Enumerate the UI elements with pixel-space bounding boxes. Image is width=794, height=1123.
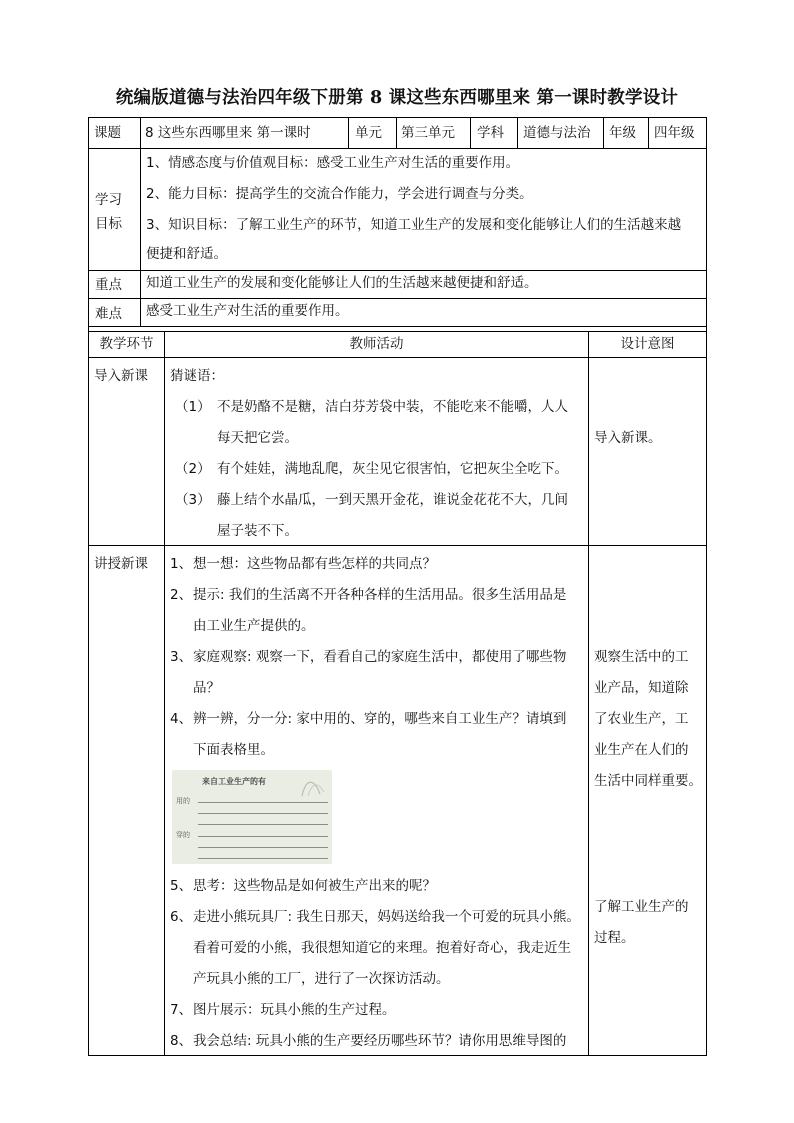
objective-line: 2、能力目标：提高学生的交流合作能力，学会进行调查与分类。: [146, 186, 533, 202]
step-number: 3、: [170, 649, 193, 665]
teaching-intent-line: 了解工业生产的: [594, 899, 689, 915]
intro-intent: 导入新课。: [594, 430, 662, 446]
step-line: 提示: 我们的生活离不开各种各样的生活用品。很多生活用品是: [193, 587, 567, 603]
worksheet-row-label: 穿的: [176, 831, 190, 839]
teaching-intent-line: 了农业生产，工: [594, 711, 689, 727]
header-activity: 教师活动: [349, 336, 404, 352]
step-number: 6、: [170, 909, 193, 925]
document-title: 统编版道德与法治四年级下册第 8 课这些东西哪里来 第一课时教学设计: [115, 88, 679, 108]
course-label: 课题: [94, 125, 121, 141]
step-line: 想一想：这些物品都有些怎样的共同点？: [193, 556, 436, 572]
riddle-number: （3）: [175, 492, 211, 508]
step-line: 辨一辨，分一分: 家中用的、穿的，哪些来自工业生产？请填到: [193, 711, 567, 727]
step-line: 看着可爱的小熊，我很想知道它的来理。抱着好奇心，我走近生: [193, 940, 571, 956]
objective-line: 1、情感态度与价值观目标：感受工业生产对生活的重要作用。: [146, 155, 520, 171]
step-number: 2、: [170, 587, 193, 603]
teaching-intent-line: 观察生活中的工: [594, 649, 689, 665]
step-number: 1、: [170, 556, 193, 572]
teaching-intent-line: 过程。: [594, 930, 635, 946]
subject-label: 学科: [477, 125, 504, 141]
step-line: 下面表格里。: [193, 742, 274, 758]
step-line: 思考：这些物品是如何被生产出来的呢？: [193, 878, 436, 894]
header-intent: 设计意图: [620, 336, 675, 352]
teaching-stage: 讲授新课: [94, 556, 148, 572]
key-point-label: 重点: [95, 277, 122, 293]
course-value: 8 这些东西哪里来 第一课时: [145, 125, 311, 141]
step-line: 图片展示：玩具小熊的生产过程。: [193, 1002, 396, 1018]
riddle-line: 藤上结个水晶瓜，一到天黑开金花，谁说金花花不大，几间: [217, 492, 568, 508]
grade-value: 四年级: [654, 125, 695, 141]
objectives-label-1: 学习: [95, 192, 122, 208]
difficulty-label: 难点: [95, 306, 122, 322]
objective-line: 便捷和舒适。: [146, 246, 227, 262]
step-number: 8、: [170, 1033, 193, 1049]
grade-label: 年级: [609, 125, 636, 141]
step-line: 走进小熊玩具厂: 我生日那天，妈妈送给我一个可爱的玩具小熊。: [193, 909, 580, 925]
step-number: 4、: [170, 711, 193, 727]
riddle-number: （2）: [175, 461, 211, 477]
step-number: 7、: [170, 1002, 193, 1018]
riddle-line: 有个娃娃，满地乱爬，灰尘见它很害怕，它把灰尘全吃下。: [217, 461, 568, 477]
unit-value: 第三单元: [401, 125, 455, 141]
worksheet-image: [172, 770, 332, 864]
key-point-text: 知道工业生产的发展和变化能够让人们的生活越来越便捷和舒适。: [146, 275, 538, 291]
objectives-label-2: 目标: [95, 216, 122, 232]
objective-line: 3、知识目标：了解工业生产的环节，知道工业生产的发展和变化能够让人们的生活越来越: [146, 217, 682, 233]
riddle-line: 屋子装不下。: [217, 523, 298, 539]
step-number: 5、: [170, 878, 193, 894]
step-line: 由工业生产提供的。: [193, 618, 315, 634]
step-line: 我会总结: 玩具小熊的生产要经历哪些环节？请你用思维导图的: [193, 1033, 567, 1049]
step-line: 家庭观察: 观察一下，看看自己的家庭生活中，都使用了哪些物: [193, 649, 567, 665]
difficulty-text: 感受工业生产对生活的重要作用。: [146, 303, 349, 319]
teaching-intent-line: 业生产在人们的: [594, 742, 689, 758]
riddle-heading: 猜谜语：: [170, 368, 224, 384]
riddle-line: 每天把它尝。: [217, 430, 298, 446]
intro-stage: 导入新课: [94, 368, 148, 384]
header-stage: 教学环节: [99, 336, 154, 352]
decoration-icon: [298, 774, 326, 800]
teaching-intent-line: 业产品，知道除: [594, 680, 689, 696]
riddle-number: （1）: [175, 399, 211, 415]
worksheet-row-label: 用的: [176, 797, 190, 805]
subject-value: 道德与法治: [523, 125, 591, 141]
step-line: 产玩具小熊的工厂，进行了一次探访活动。: [193, 971, 450, 987]
riddle-line: 不是奶酪不是糖，洁白芬芳袋中装，不能吃来不能嚼，人人: [217, 399, 568, 415]
step-line: 品？: [193, 680, 220, 696]
teaching-intent-line: 生活中同样重要。: [594, 773, 702, 789]
unit-label: 单元: [355, 125, 382, 141]
worksheet-title: 来自工业生产的有: [202, 777, 266, 786]
